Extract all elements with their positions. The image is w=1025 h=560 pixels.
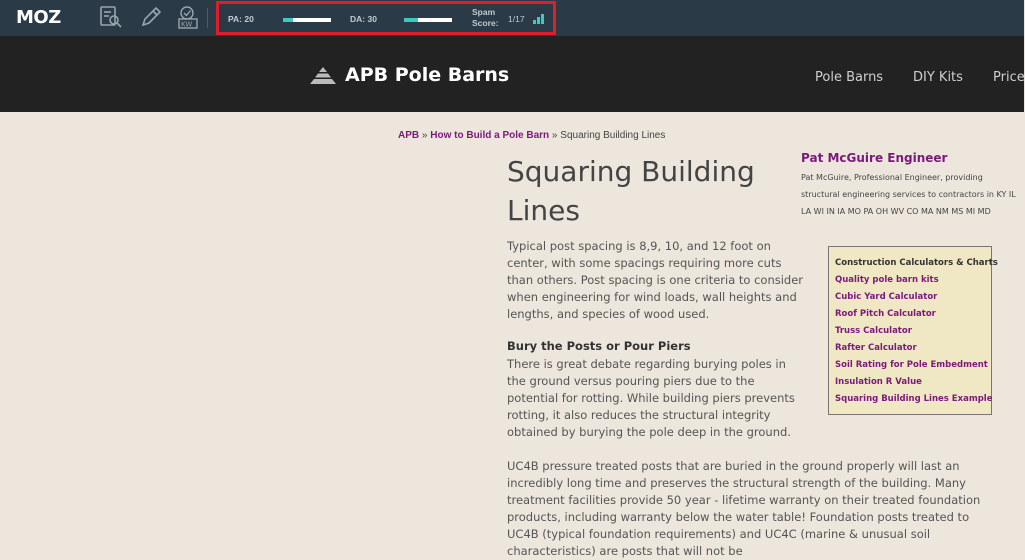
calc-link-cubic-yard[interactable]: Cubic Yard Calculator xyxy=(835,292,938,302)
body-paragraph: UC4B pressure treated posts that are buried in the ground properly will last an incredibly long time and preserves the structural strength of the building. Many treatment facilities provide 50 year - lifetime warranty on their treated foundation products, including warranty below the water table! Foundation posts treated to UC4B (typical foundation requirements) and UC4C (marine & unusual soil characteristics) are posts that will not be xyxy=(507,459,981,558)
page-title: Squaring Building Lines xyxy=(507,155,755,227)
calculators-heading: Construction Calculators & Charts xyxy=(835,258,998,268)
da-bar xyxy=(404,18,452,22)
nav-diy-kits[interactable]: DIY Kits xyxy=(913,70,963,85)
section-heading: Bury the Posts or Pour Piers xyxy=(507,339,691,353)
engineer-description: Pat McGuire, Professional Engineer, providing structural engineering services to contractors in KY IL LA WI IN IA MO PA OH WV CO MA NM MS MI MD xyxy=(801,173,1016,216)
calc-link-roof-pitch[interactable]: Roof Pitch Calculator xyxy=(835,309,936,319)
highlight-pen-icon[interactable] xyxy=(138,4,164,30)
da-label: DA: 30 xyxy=(350,14,377,24)
brand-name: APB Pole Barns xyxy=(345,64,510,86)
spam-label-line2: Score: xyxy=(472,18,499,28)
breadcrumb-home[interactable]: APB xyxy=(398,130,420,141)
pa-bar xyxy=(283,18,331,22)
spam-score-label xyxy=(472,7,498,29)
breadcrumb-parent[interactable]: How to Build a Pole Barn xyxy=(430,130,550,141)
moz-logo[interactable]: MOZ xyxy=(16,7,61,28)
keyword-icon[interactable] xyxy=(176,4,202,30)
site-header xyxy=(0,36,1024,112)
body-paragraph: There is great debate regarding burying poles in the ground versus pouring piers due to the potential for rotting. While building piers prevents rotting, it also reduces the structural integrity obtained by burying the pole deep in the ground. xyxy=(507,357,795,439)
intro-paragraph: Typical post spacing is 8,9, 10, and 12 foot on center, with some spacings requiring more cuts than others. Post spacing is one criteria to consider when engineering for wind loads, wall heights and lengths, and species of wood used. xyxy=(507,239,804,321)
calc-link-insulation[interactable]: Insulation R Value xyxy=(835,377,922,387)
calc-link-soil-rating[interactable]: Soil Rating for Pole Embedment xyxy=(835,360,988,370)
pa-bar-fill xyxy=(283,18,293,22)
spam-score-bars-icon xyxy=(533,12,549,24)
mozbar-toolbar xyxy=(0,0,1024,36)
da-bar-fill xyxy=(404,18,418,22)
page-analysis-icon[interactable] xyxy=(98,4,124,30)
breadcrumb-separator: » xyxy=(549,130,561,141)
spam-score-value: 1/17 xyxy=(508,14,525,24)
calc-link-squaring-example[interactable]: Squaring Building Lines Example xyxy=(835,394,993,404)
pa-label: PA: 20 xyxy=(228,14,254,24)
svg-text:KW: KW xyxy=(181,20,193,29)
calc-link-pole-barn-kits[interactable]: Quality pole barn kits xyxy=(835,275,939,285)
nav-price[interactable]: Price xyxy=(993,70,1025,85)
breadcrumb-separator: » xyxy=(419,130,431,141)
calc-link-truss[interactable]: Truss Calculator xyxy=(835,326,912,336)
breadcrumb-current: Squaring Building Lines xyxy=(560,130,666,141)
link-metrics-panel xyxy=(216,1,556,35)
nav-pole-barns[interactable]: Pole Barns xyxy=(815,70,884,85)
toolbar-separator xyxy=(207,8,208,28)
calculators-box xyxy=(828,246,998,415)
spam-label-line1: Spam xyxy=(472,7,496,17)
engineer-link[interactable]: Pat McGuire Engineer xyxy=(801,151,948,165)
pyramid-logo-icon xyxy=(308,66,338,86)
breadcrumb xyxy=(398,130,665,141)
calc-link-rafter[interactable]: Rafter Calculator xyxy=(835,343,917,353)
